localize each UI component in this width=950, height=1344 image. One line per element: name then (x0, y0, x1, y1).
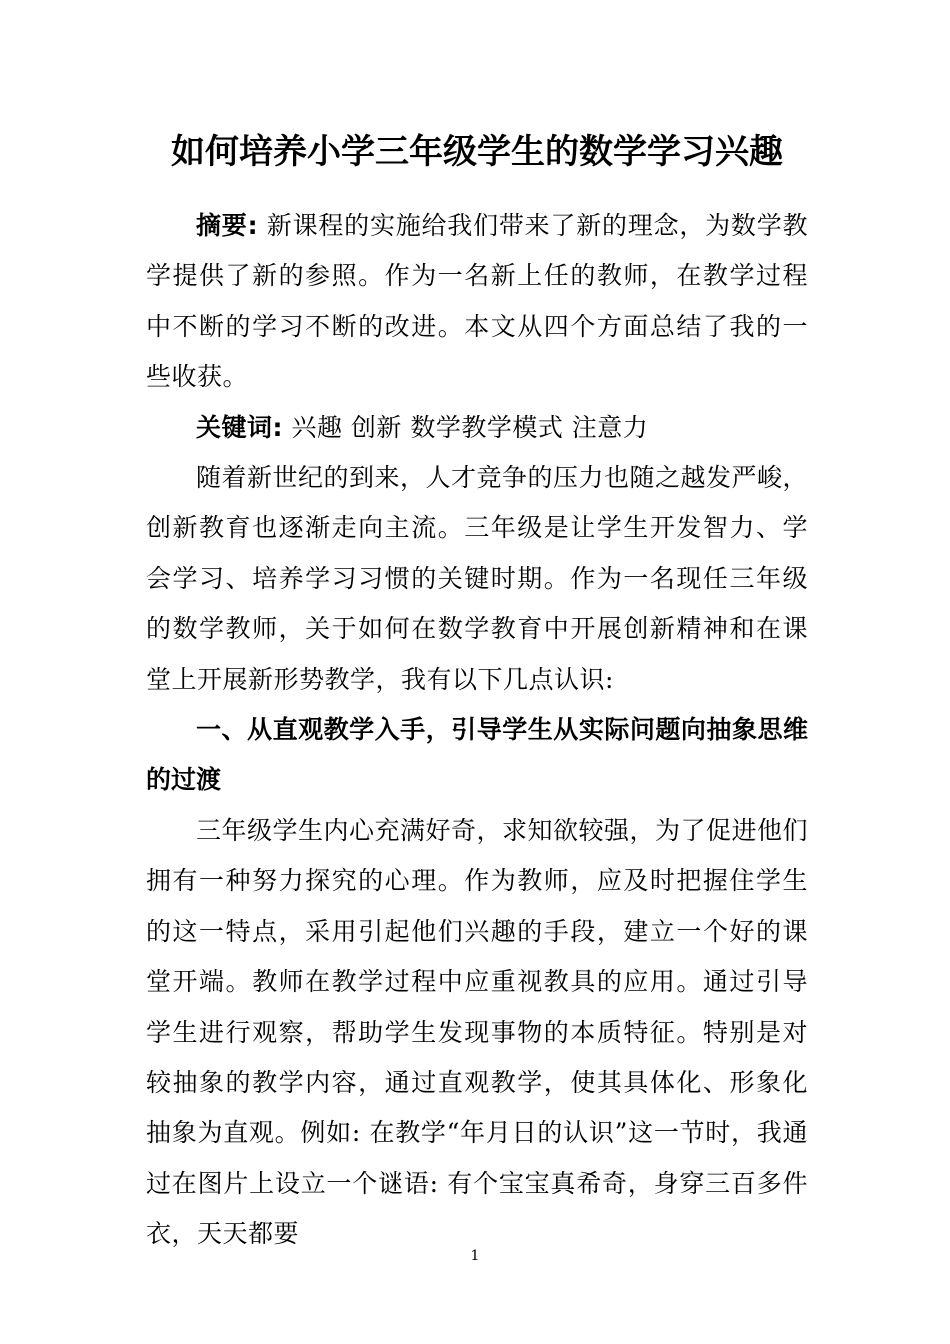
document-title: 如何培养小学三年级学生的数学学习兴趣 (171, 132, 783, 172)
keywords-label: 关键词: (196, 412, 283, 442)
document-body (146, 201, 808, 1260)
abstract-paragraph (146, 201, 808, 403)
page-number: 1 (470, 1248, 480, 1264)
keywords-paragraph (146, 403, 808, 453)
section-1-paragraph: 三年级学生内心充满好奇，求知欲较强，为了促进他们拥有一种努力探究的心理。作为教师，应及时把握住学生的这一特点，采用引起他们兴趣的手段，建立一个好的课堂开端。教师在教学过程中应重视教具的应用。通过引导学生进行观察，帮助学生发现事物的本质特征。特别是对较抽象的教学内容，通过直观教学，使其具体化、形象化抽象为直观。例如: 在教学“年月日的认识”这一节时，我通过在图片上设立一个谜语: 有个宝宝真希奇，身穿三百多件衣，天天都要 (146, 815, 809, 1249)
section-1-heading: 一、从直观教学入手，引导学生从实际问题向抽象思维的过渡 (146, 715, 808, 795)
intro-paragraph: 随着新世纪的到来，人才竞争的压力也随之越发严峻，创新教育也逐渐走向主流。三年级是让学生开发智力、学会学习、培养学习习惯的关键时期。作为一名现任三年级的数学教师，关于如何在数学教育中开展创新精神和在课堂上开展新形势教学，我有以下几点认识: (146, 463, 809, 694)
keywords-text: 兴趣 创新 数学教学模式 注意力 (291, 412, 649, 442)
abstract-label: 摘要: (196, 211, 259, 240)
abstract-text: 新课程的实施给我们带来了新的理念，为数学教学提供了新的参照。作为一名新上任的教师，在教学过程中不断的学习不断的改进。本文从四个方面总结了我的一些收获。 (146, 211, 808, 392)
